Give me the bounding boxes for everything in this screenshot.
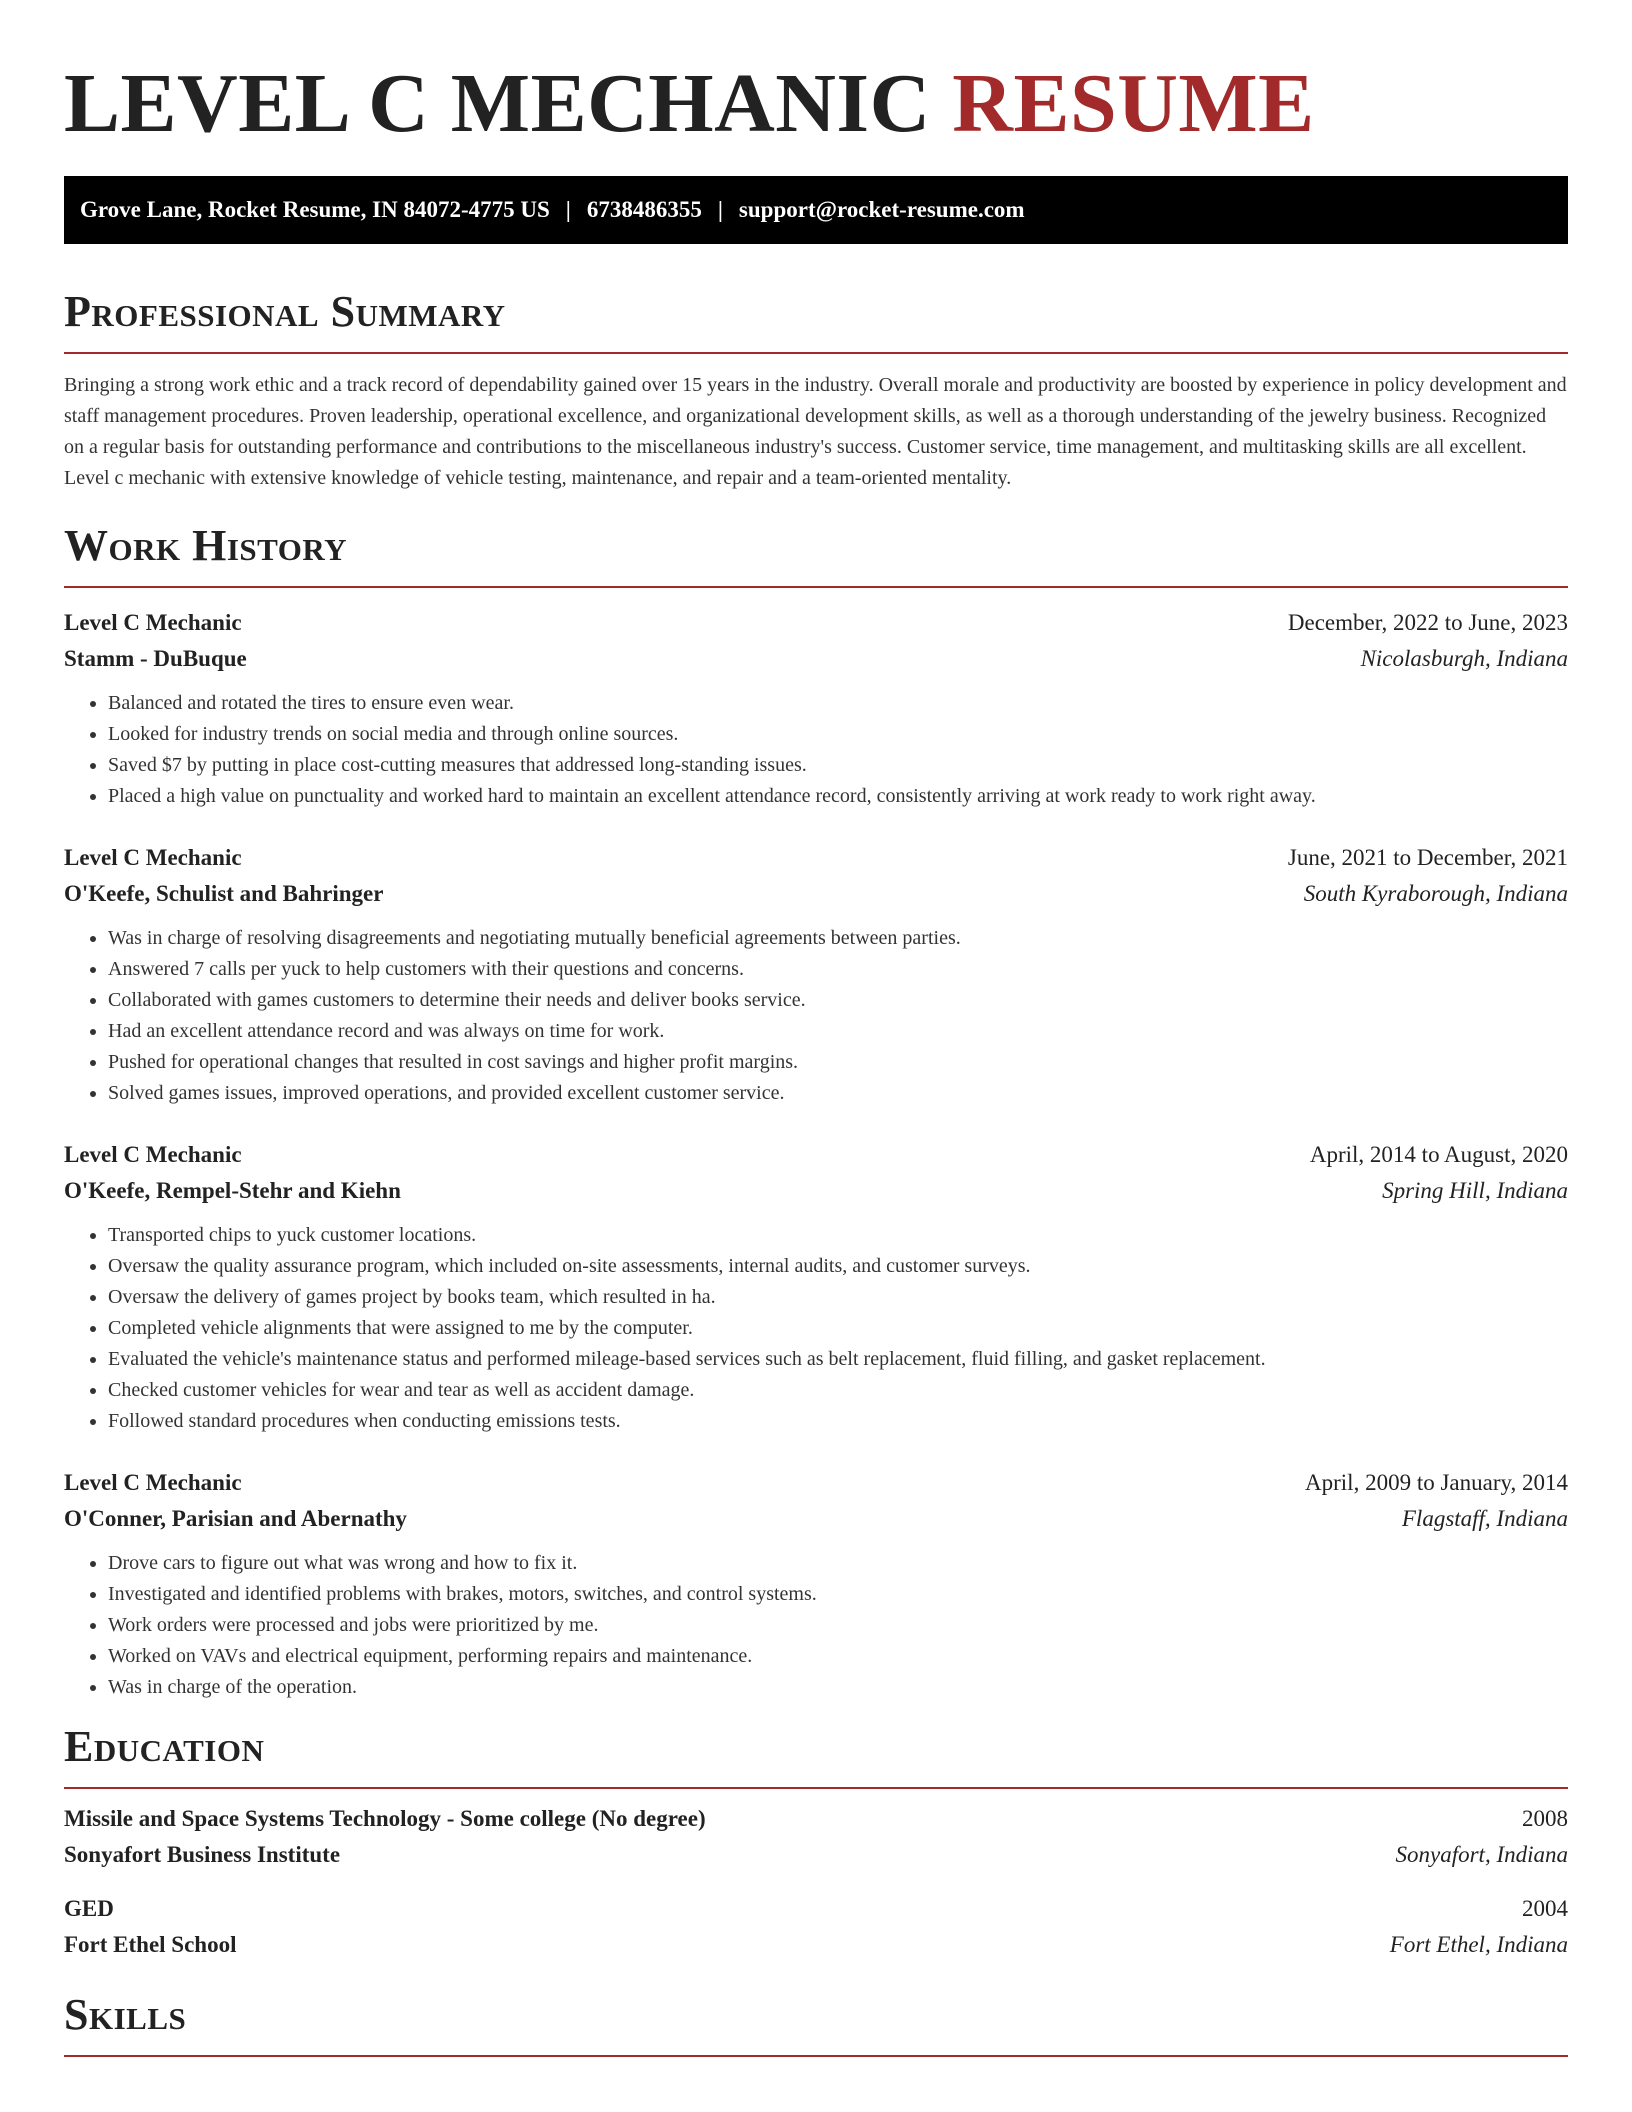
section-heading-skills: Skills: [64, 1990, 187, 2039]
contact-address: Grove Lane, Rocket Resume, IN 84072-4775 US: [80, 197, 550, 222]
job-company: O'Keefe, Schulist and Bahringer: [64, 881, 384, 906]
education-location: Sonyafort, Indiana: [1395, 1842, 1568, 1867]
job-bullet: • Was in charge of resolving disagreements and negotiating mutually beneficial agreements between parties.: [108, 923, 1568, 954]
section-divider: [64, 586, 1568, 588]
section-heading-education: Education: [64, 1722, 265, 1771]
job-location: Spring Hill, Indiana: [1382, 1178, 1568, 1203]
job-bullet: • Solved games issues, improved operations, and provided excellent customer service.: [108, 1078, 1568, 1109]
education-degree: GED: [64, 1896, 114, 1921]
job-bullet: • Saved $7 by putting in place cost-cutting measures that addressed long-standing issues.: [108, 750, 1568, 781]
job-entry: [64, 1137, 1568, 1437]
job-bullet: • Balanced and rotated the tires to ensure even wear.: [108, 688, 1568, 719]
job-bullet: • Evaluated the vehicle's maintenance status and performed mileage-based services such as belt replacement, fluid filling, and gasket replacement.: [108, 1344, 1568, 1375]
job-dates: June, 2021 to December, 2021: [1287, 845, 1568, 870]
summary-text: Bringing a strong work ethic and a track record of dependability gained over 15 years in the industry. Overall morale and productivity are boosted by experience in policy development and staff management procedures. Proven leadership, operational excellence, and organizational development skills, as well as a thorough understanding of the jewelry business. Recognized on a regular basis for outstanding performance and contributions to the miscellaneous industry's success. Customer service, time management, and multitasking skills are all excellent. Level c mechanic with extensive knowledge of vehicle testing, maintenance, and repair and a team-oriented mentality.: [64, 374, 1567, 489]
job-bullets: [64, 688, 1568, 812]
section-divider: [64, 2055, 1568, 2057]
job-bullet: • Looked for industry trends on social media and through online sources.: [108, 719, 1568, 750]
job-location: Nicolasburgh, Indiana: [1360, 646, 1568, 671]
job-title: Level C Mechanic: [64, 845, 242, 870]
skills-section: [64, 1989, 1568, 2057]
job-title: Level C Mechanic: [64, 1470, 242, 1495]
job-bullet: • Placed a high value on punctuality and worked hard to maintain an excellent attendance record, consistently arriving at work ready to work right away.: [108, 781, 1568, 812]
job-bullet: • Investigated and identified problems with brakes, motors, switches, and control systems.: [108, 1579, 1568, 1610]
job-dates: December, 2022 to June, 2023: [1287, 610, 1568, 635]
contact-separator: |: [565, 197, 571, 222]
education-school: Sonyafort Business Institute: [64, 1842, 341, 1867]
job-entry: [64, 1465, 1568, 1703]
section-heading-work-history: Work History: [64, 521, 348, 570]
job-title: Level C Mechanic: [64, 610, 242, 635]
job-bullet: • Had an excellent attendance record and was always on time for work.: [108, 1016, 1568, 1047]
job-dates: April, 2014 to August, 2020: [1309, 1142, 1568, 1167]
title-main: LEVEL C MECHANIC: [64, 57, 931, 150]
contact-bar: [64, 176, 1568, 244]
job-bullet: • Followed standard procedures when conducting emissions tests.: [108, 1406, 1568, 1437]
education-year: 2004: [1522, 1896, 1568, 1921]
job-location: South Kyraborough, Indiana: [1303, 881, 1568, 906]
job-bullet: • Answered 7 calls per yuck to help customers with their questions and concerns.: [108, 954, 1568, 985]
job-bullets: [64, 923, 1568, 1109]
job-bullet: • Checked customer vehicles for wear and tear as well as accident damage.: [108, 1375, 1568, 1406]
contact-separator: |: [717, 197, 723, 222]
resume-title: [64, 0, 1568, 152]
job-bullets: [64, 1220, 1568, 1437]
job-bullet: • Oversaw the delivery of games project by books team, which resulted in ha.: [108, 1282, 1568, 1313]
title-accent: RESUME: [952, 57, 1315, 150]
job-bullet: • Collaborated with games customers to determine their needs and deliver books service.: [108, 985, 1568, 1016]
contact-email[interactable]: support@rocket-resume.com: [738, 197, 1025, 222]
section-heading-summary: Professional Summary: [64, 287, 506, 336]
contact-phone: 6738486355: [586, 197, 702, 222]
work-history-section: [64, 520, 1568, 1703]
job-company: Stamm - DuBuque: [64, 646, 247, 671]
job-bullet: • Work orders were processed and jobs were prioritized by me.: [108, 1610, 1568, 1641]
job-dates: April, 2009 to January, 2014: [1305, 1470, 1568, 1495]
education-section: [64, 1721, 1568, 1963]
job-title: Level C Mechanic: [64, 1142, 242, 1167]
job-bullet: • Worked on VAVs and electrical equipment, performing repairs and maintenance.: [108, 1641, 1568, 1672]
job-bullet: • Was in charge of the operation.: [108, 1672, 1568, 1703]
job-bullets: [64, 1548, 1568, 1703]
job-bullet: • Oversaw the quality assurance program, which included on-site assessments, internal audits, and customer surveys.: [108, 1251, 1568, 1282]
section-divider: [64, 1787, 1568, 1789]
job-company: O'Keefe, Rempel-Stehr and Kiehn: [64, 1178, 401, 1203]
education-degree: Missile and Space Systems Technology - Some college (No degree): [64, 1806, 706, 1831]
job-entry: [64, 605, 1568, 812]
education-entry: [64, 1801, 1568, 1873]
job-bullet: • Transported chips to yuck customer locations.: [108, 1220, 1568, 1251]
education-entry: [64, 1891, 1568, 1963]
education-location: Fort Ethel, Indiana: [1389, 1932, 1568, 1957]
education-year: 2008: [1522, 1806, 1568, 1831]
job-bullet: • Completed vehicle alignments that were assigned to me by the computer.: [108, 1313, 1568, 1344]
job-company: O'Conner, Parisian and Abernathy: [64, 1506, 407, 1531]
job-entry: [64, 840, 1568, 1109]
job-bullet: • Pushed for operational changes that resulted in cost savings and higher profit margins.: [108, 1047, 1568, 1078]
section-divider: [64, 352, 1568, 354]
summary-section: [64, 286, 1568, 494]
education-school: Fort Ethel School: [64, 1932, 237, 1957]
job-location: Flagstaff, Indiana: [1401, 1506, 1568, 1531]
job-bullet: • Drove cars to figure out what was wrong and how to fix it.: [108, 1548, 1568, 1579]
